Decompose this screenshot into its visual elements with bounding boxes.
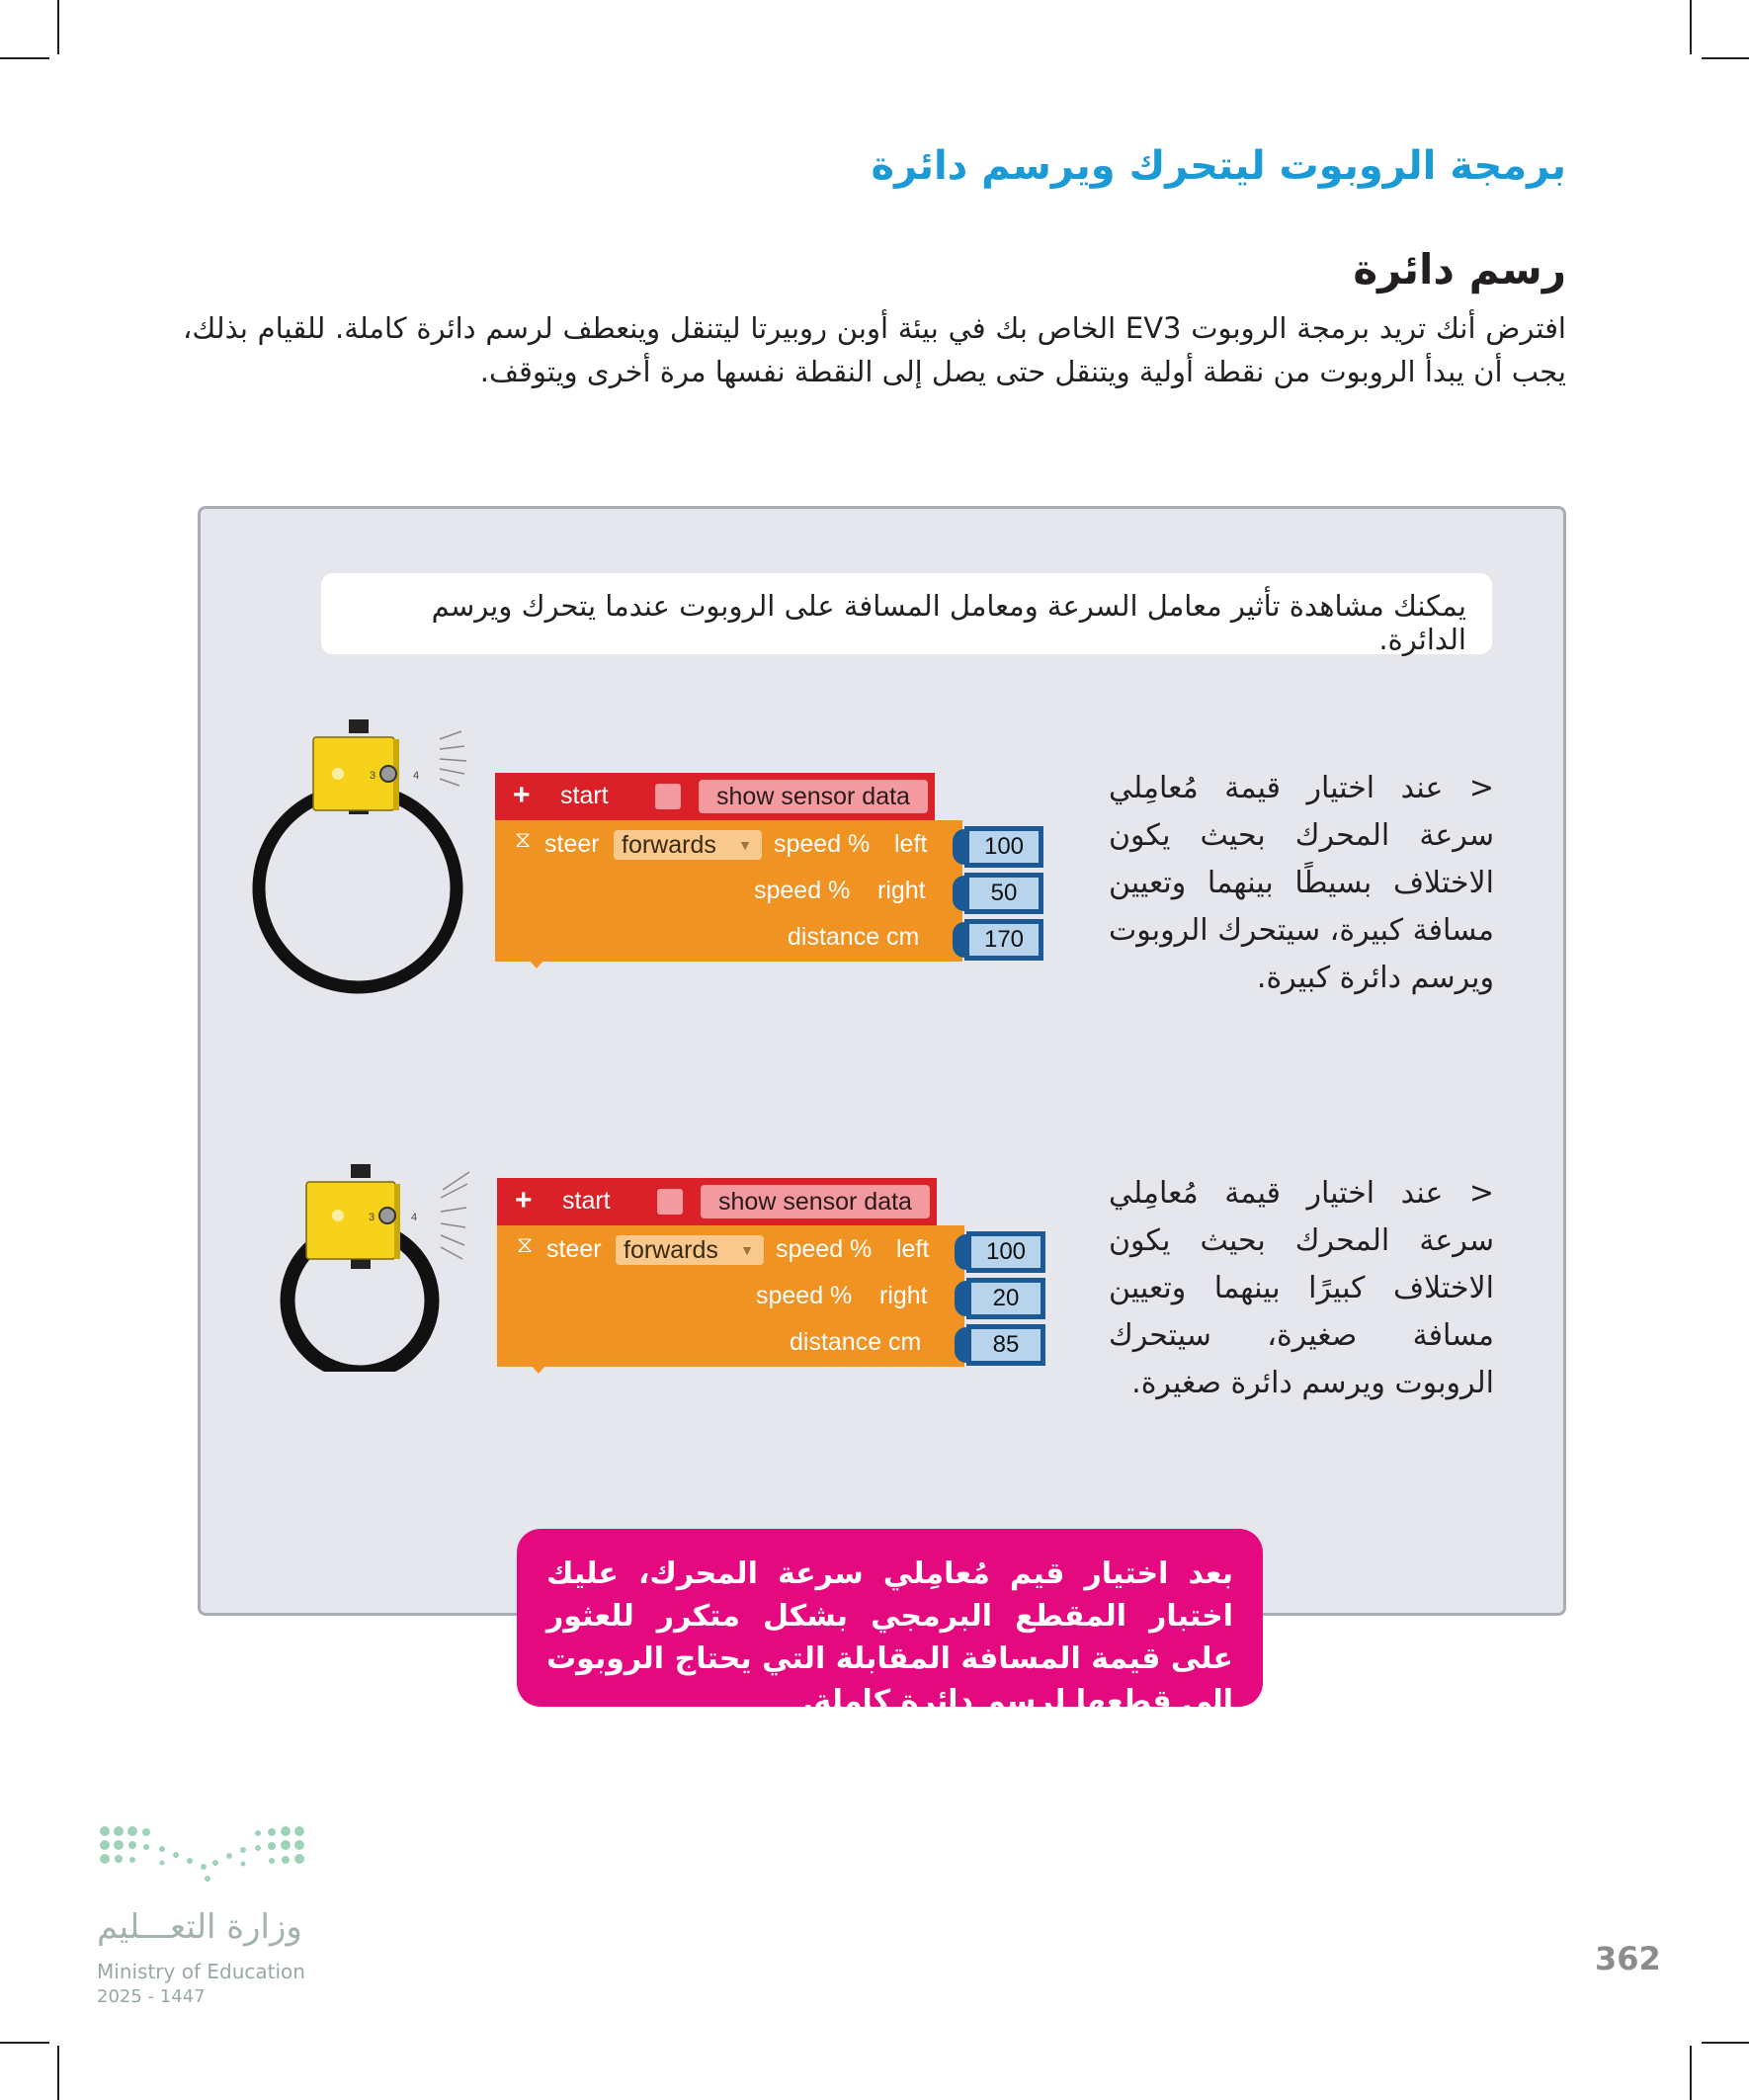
- code-block: [497, 1178, 1050, 1376]
- intro-paragraph: افترض أنك تريد برمجة الروبوت EV3 الخاص بك في بيئة أوبن روبيرتا ليتنقل وينعطف لرسم دائرة كاملة. للقيام بذلك، يجب أن يبدأ الروبوت من نقطة أولية ويتنقل حتى يصل إلى النقطة نفسها مرة أخرى ويتوقف.: [183, 311, 1566, 388]
- speed-left-label: speed %: [776, 1235, 873, 1263]
- hourglass-icon: ⧖: [515, 826, 532, 852]
- ministry-logo-icon: [97, 1823, 314, 1892]
- speed-lines-icon: [440, 731, 466, 786]
- speed-right-label: speed %: [754, 877, 851, 904]
- ministry-name-ar: وزارة التعـــليم: [97, 1907, 302, 1947]
- robot-label-left: 3: [369, 1212, 375, 1223]
- left-label: left: [896, 1235, 930, 1263]
- left-speed-value[interactable]: 100: [964, 826, 1043, 868]
- robot-circle-large: [242, 712, 484, 998]
- robot-wheel-top: [349, 719, 369, 733]
- show-sensor-data-label: show sensor data: [699, 780, 928, 813]
- sub-title: رسم دائرة: [1353, 245, 1566, 294]
- sensor-checkbox[interactable]: [657, 1189, 683, 1215]
- distance-label: distance cm: [788, 923, 920, 951]
- plus-icon[interactable]: +: [513, 779, 531, 811]
- robot-pen: [379, 1208, 395, 1223]
- start-block-header[interactable]: [495, 773, 935, 820]
- steer-block[interactable]: [497, 1225, 964, 1367]
- block-notch: [531, 1365, 546, 1374]
- page-number: 362: [1595, 1940, 1661, 1977]
- robot-rear: [394, 1184, 400, 1259]
- example-description: < عند اختيار قيمة مُعامِلي سرعة المحرك بحيث يكون الاختلاف كبيرًا بينهما وتعيين مسافة صغيرة، سيتحرك الروبوت ويرسم دائرة صغيرة.: [1109, 1176, 1494, 1400]
- sensor-checkbox[interactable]: [655, 784, 681, 809]
- right-speed-value[interactable]: 50: [964, 873, 1043, 914]
- chevron-down-icon: ▼: [738, 837, 752, 853]
- chevron-down-icon: ▼: [740, 1242, 754, 1258]
- start-label: start: [562, 1187, 611, 1215]
- start-block-header[interactable]: [497, 1178, 937, 1225]
- block-notch: [529, 960, 544, 968]
- example-description: < عند اختيار قيمة مُعامِلي سرعة المحرك بحيث يكون الاختلاف بسيطًا بينهما وتعيين مسافة كبيرة، سيتحرك الروبوت ويرسم دائرة كبيرة.: [1109, 771, 1494, 995]
- robot-label-left: 3: [370, 770, 376, 782]
- note-box: يمكنك مشاهدة تأثير معامل السرعة ومعامل المسافة على الروبوت عندما يتحرك ويرسم الدائرة.: [321, 573, 1492, 654]
- robot-wheel-top: [351, 1164, 371, 1178]
- direction-dropdown[interactable]: forwards ▼: [616, 1235, 764, 1265]
- direction-dropdown[interactable]: forwards ▼: [614, 830, 762, 860]
- robot-circle-small: [267, 1154, 509, 1372]
- left-label: left: [894, 830, 928, 858]
- robot-label-right: 4: [413, 770, 420, 782]
- robot-pen: [380, 766, 396, 782]
- speed-right-label: speed %: [756, 1282, 853, 1309]
- example-panel: [198, 506, 1566, 1616]
- right-label: right: [877, 877, 926, 904]
- distance-value[interactable]: 170: [964, 919, 1043, 961]
- code-block: [495, 773, 1048, 970]
- steer-label: steer: [546, 1235, 602, 1263]
- steer-block[interactable]: [495, 820, 962, 962]
- ministry-year: 2025 - 1447: [97, 1986, 206, 2007]
- robot-label-right: 4: [411, 1212, 418, 1223]
- speed-lines-icon: [441, 1172, 469, 1259]
- circle-path-large: [259, 790, 457, 987]
- ministry-name-en: Ministry of Education: [97, 1960, 305, 1983]
- steer-label: steer: [544, 830, 600, 858]
- hourglass-icon: ⧖: [517, 1231, 534, 1257]
- right-label: right: [879, 1282, 928, 1309]
- show-sensor-data-label: show sensor data: [701, 1185, 930, 1218]
- right-speed-value[interactable]: 20: [966, 1278, 1045, 1319]
- left-speed-value[interactable]: 100: [966, 1231, 1045, 1273]
- plus-icon[interactable]: +: [515, 1184, 533, 1217]
- distance-value[interactable]: 85: [966, 1324, 1045, 1366]
- distance-label: distance cm: [790, 1328, 922, 1356]
- start-label: start: [560, 782, 609, 809]
- speed-left-label: speed %: [774, 830, 871, 858]
- callout-box: بعد اختيار قيم مُعامِلي سرعة المحرك، عليك اختبار المقطع البرمجي بشكل متكرر للعثور على قيمة المسافة المقابلة التي يحتاج الروبوت إلى قطعها لرسم دائرة كاملة.: [517, 1529, 1263, 1707]
- section-title: برمجة الروبوت ليتحرك ويرسم دائرة: [871, 143, 1566, 189]
